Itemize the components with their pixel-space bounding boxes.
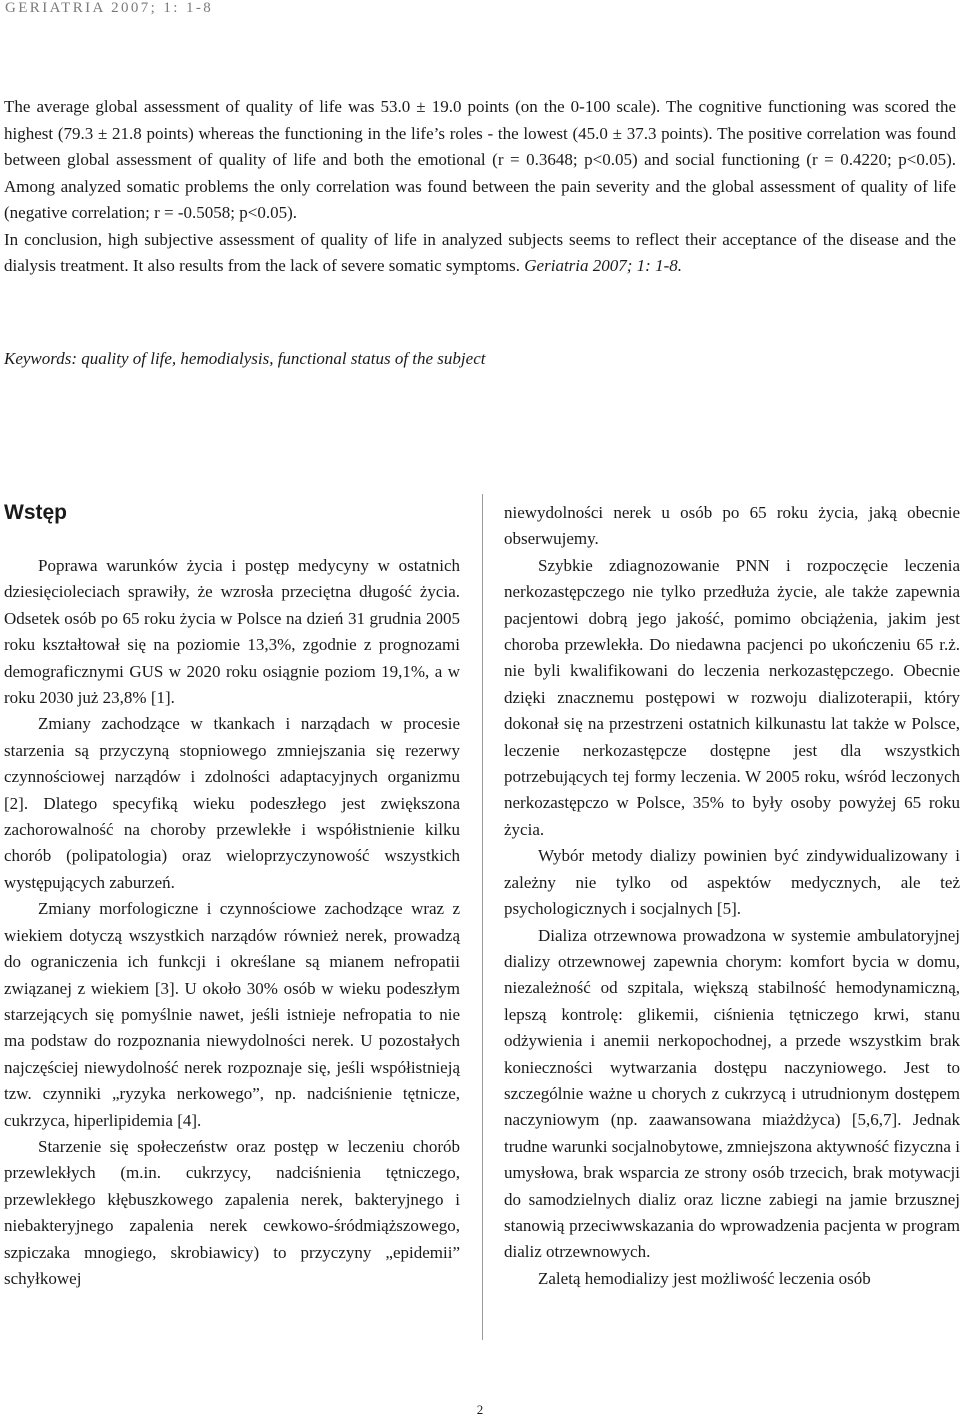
page-number: 2 [476, 1402, 484, 1417]
right-column [504, 500, 960, 1292]
body-paragraph: Zaletą hemodializy jest możliwość leczenia osób [538, 1268, 871, 1288]
body-paragraph: Dializa otrzewnowa prowadzona w systemie ambulatoryjnej dializy otrzewnowej zapewnia chorym: komfort bycia w domu, niezależność od szpitala, większą stabilność hemodynamiczną, lepszą kontrolę: glikemii, ciśnienia tętniczego krwi, stanu odżywienia i anemii nerkopochodnej, a przede wszystkim brak konieczności wytwarzania dostępu naczyniowego. Jest to szczególnie ważne u chorych z cukrzycą i utrudnionym dostępem naczyniowym (np. zaawansowana miażdżyca) [5,6,7]. Jednak trudne warunki socjalnobytowe, zmniejszona aktywność fizyczna i umysłowa, brak wsparcia ze strony osób trzecich, brak motywacji do samodzielnych dializ oraz liczne zabiegi na jamie brzusznej stanowią przeciwwskazania do wprowadzenia pacjenta w program dializ otrzewnowych. [504, 925, 960, 1262]
body-paragraph: Szybkie zdiagnozowanie PNN i rozpoczęcie leczenia nerkozastępczego nie tylko przedłuża życie, ale także zapewnia pacjentowi dobrą jego jakość, pomimo obciążenia, jakim jest choroba przewlekła. Do niedawna pacjenci po ukończeniu 65 r.ż. nie byli kwalifikowani do leczenia nerkozastępczego. Obecnie dzięki znacznemu postępowi w rozwoju dializoterapii, który dokonał się na przestrzeni ostatnich kilkunastu lat także w Polsce, leczenie nerkozastępcze dostępne jest dla wszystkich potrzebujących tej formy leczenia. W 2005 roku, wśród leczonych nerkozastępczo w Polsce, 35% to były osoby powyżej 65 roku życia. [504, 555, 960, 839]
abstract [4, 94, 956, 280]
abstract-conclusion-paragraph [4, 227, 956, 280]
keywords: Keywords: quality of life, hemodialysis, functional status of the subject [4, 349, 486, 368]
abstract-citation: Geriatria 2007; 1: 1-8. [524, 256, 682, 275]
body-paragraph: Zmiany zachodzące w tkankach i narządach w procesie starzenia są przyczyną stopniowego zmniejszania się rezerwy czynnościowej narządów i zdolności adaptacyjnych organizmu [2]. Dlatego specyfiką wieku podeszłego jest zwiększona zachorowalność na choroby przewlekłe i współistnienie kilku chorób (polipatologia) oraz wieloprzyczynowość wszystkich występujących zaburzeń. [4, 714, 460, 892]
section-heading: Wstęp [4, 501, 67, 524]
column-divider [482, 494, 483, 1340]
body-paragraph: Starzenie się społeczeństw oraz postęp w leczeniu chorób przewlekłych (m.in. cukrzycy, nadciśnienia tętniczego, przewlekłego kłębuszkowego zapalenia nerek, bakteryjnego i niebakteryjnego zapalenia nerek cewkowo-śródmiąższowego, szpiczaka mnogiego, skrobiawicy) to przyczyny „epidemii” schyłkowej [4, 1136, 460, 1288]
body-paragraph: niewydolności nerek u osób po 65 roku życia, jaką obecnie obserwujemy. [504, 503, 960, 549]
abstract-results-paragraph: The average global assessment of quality of life was 53.0 ± 19.0 points (on the 0-100 scale). The cognitive functioning was scored the highest (79.3 ± 21.8 points) whereas the functioning in the life’s roles - the lowest (45.0 ± 37.3 points). The positive correlation was found between global assessment of quality of life and both the emotional (r = 0.3648; p<0.05) and social functioning (r = 0.4220; p<0.05). Among analyzed somatic problems the only correlation was found between the pain severity and the global assessment of quality of life (negative correlation; r = -0.5058; p<0.05). [4, 97, 956, 222]
body-paragraph: Wybór metody dializy powinien być zindywidualizowany i zależny nie tylko od aspektów medycznych, ale też psychologicznych i socjalnych [5]. [504, 846, 960, 919]
abstract-conclusion-text: In conclusion, high subjective assessment of quality of life in analyzed subjects seems to reflect their acceptance of the disease and the dialysis treatment. It also results from the lack of severe somatic symptoms. [4, 229, 956, 275]
left-column [4, 500, 460, 1292]
body-paragraph: Poprawa warunków życia i postęp medycyny w ostatnich dziesięcioleciach sprawiły, że wzrosła przeciętna długość życia. Odsetek osób po 65 roku życia w Polsce na dzień 31 grudnia 2005 roku kształtował się na poziomie 13,3%, zgodnie z prognozami demograficznymi GUS w 2020 roku osiągnie poziom 19,1%, a w roku 2030 już 23,8% [1]. [4, 556, 460, 708]
body-paragraph: Zmiany morfologiczne i czynnościowe zachodzące wraz z wiekiem dotyczą wszystkich narządów również nerek, prowadzą do ograniczenia ich funkcji i określane są mianem nefropatii związanej z wiekiem [3]. U około 30% osób w wieku podeszłym starzejących się pomyślnie nawet, jeśli istnieje nefropatia to nie ma podstaw do rozpoznania niewydolności nerek. U pozostałych najczęściej niewydolność nerek rozpoznaje się, jeśli współistnieją tzw. czynniki „ryzyka nerkowego”, np. nadciśnienie tętnicze, cukrzyca, hiperlipidemia [4]. [4, 899, 460, 1130]
running-head: GERIATRIA 2007; 1: 1-8 [5, 0, 214, 16]
